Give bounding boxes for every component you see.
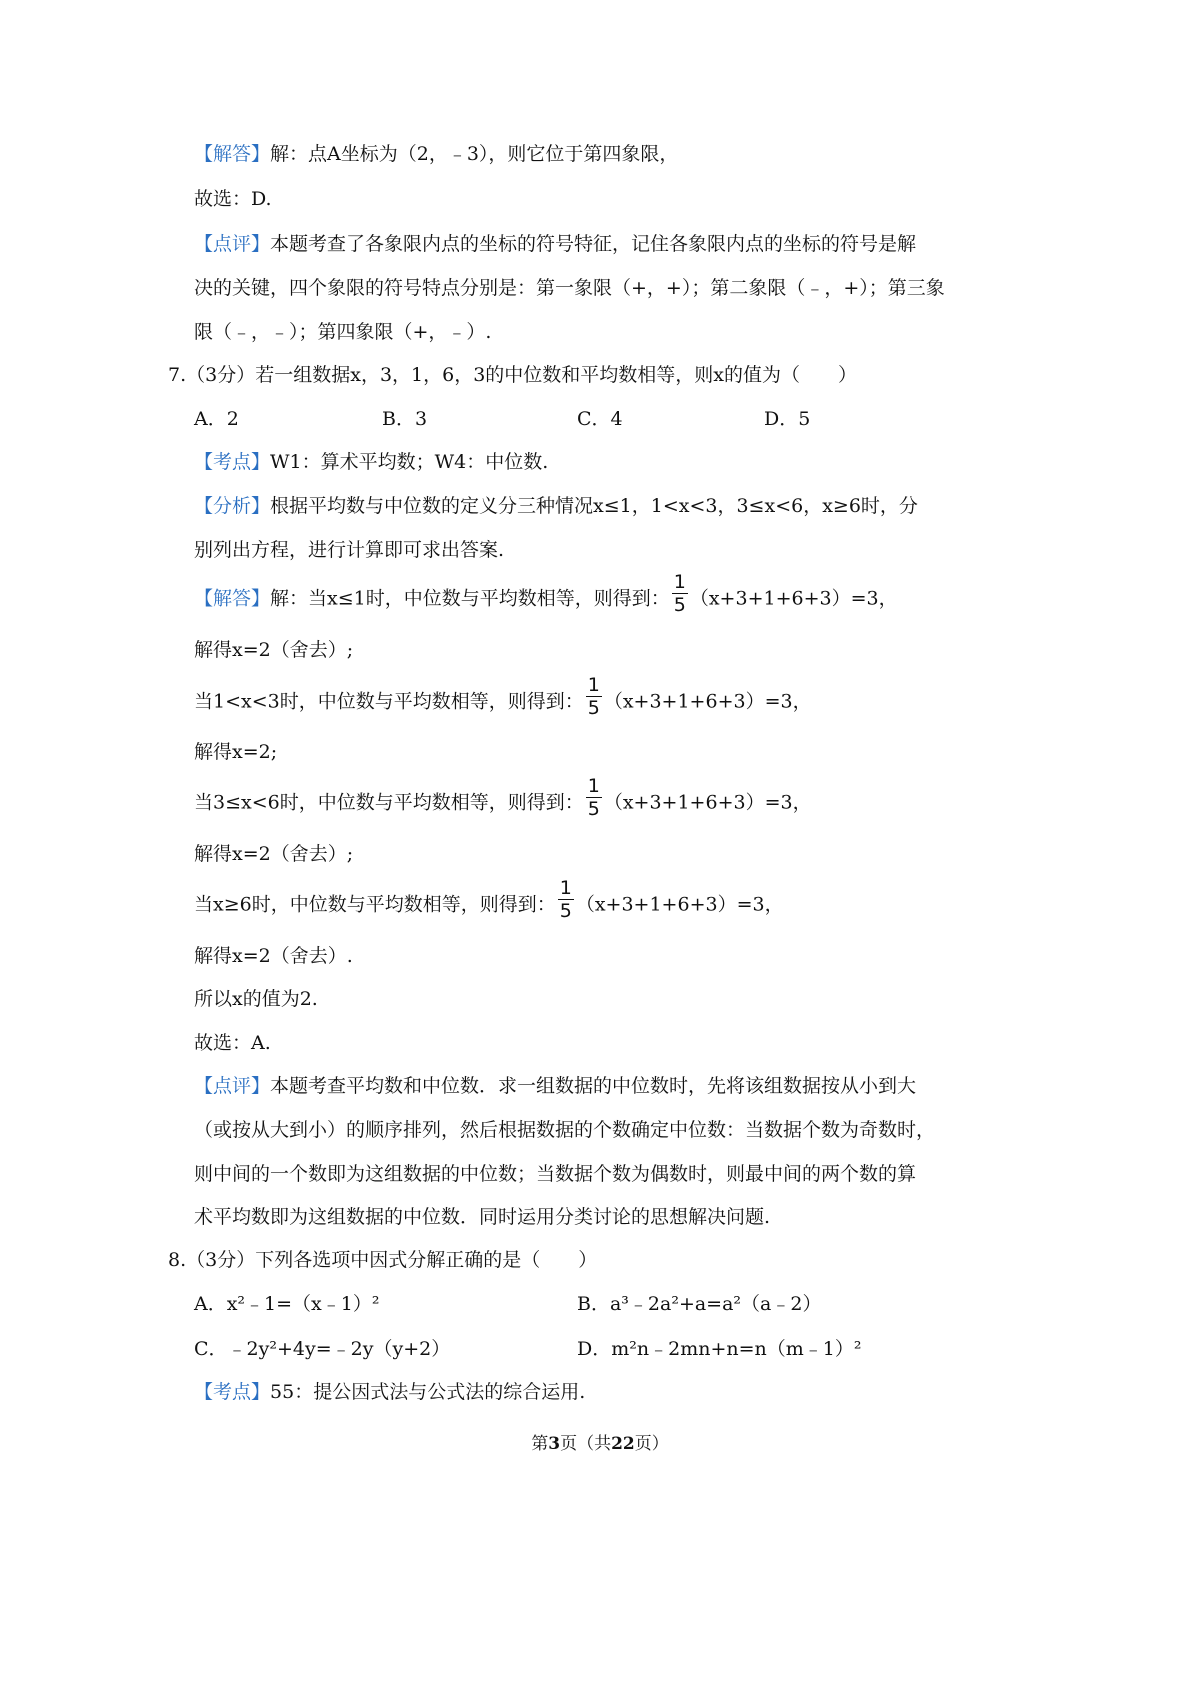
q7-comment-text-1: 本题考查平均数和中位数．求一组数据的中位数时，先将该组数据按从小到大 [270,1075,917,1097]
q7-case-4-post: （x+3+1+6+3）=3， [575,893,784,916]
q6-answer-text: 解：点A坐标为（2，﹣3），则它位于第四象限， [270,143,679,165]
q6-comment-line-2: 决的关键，四个象限的符号特点分别是：第一象限（+，+）；第二象限（﹣，+）；第三象 [194,277,945,299]
point-tag: 【考点】 [194,451,271,473]
q8-stem: （3分）下列各选项中因式分解正确的是（ ） [186,1249,598,1271]
q8-option-a: A．x²﹣1=（x﹣1）² [194,1293,380,1315]
fraction-one-fifth [558,877,574,922]
q7-case-3-result: 解得x=2（舍去）; [194,843,354,865]
q7-comment-line-4: 术平均数即为这组数据的中位数．同时运用分类讨论的思想解决问题. [194,1206,771,1228]
q6-answer-line [194,141,678,167]
footer-middle: 页（共 [560,1434,612,1454]
q7-solution-case-3 [194,775,812,820]
q8-point-text: 55：提公因式法与公式法的综合运用. [270,1381,586,1403]
q8-stem-line [168,1247,597,1273]
q7-option-d: D．5 [764,408,811,430]
q6-comment-text-1: 本题考查了各象限内点的坐标的符号特征，记住各象限内点的坐标的符号是解 [270,233,917,255]
q7-option-b: B．3 [382,408,428,430]
q7-comment-line-2: （或按从大到小）的顺序排列，然后根据数据的个数确定中位数：当数据个数为奇数时， [194,1119,936,1141]
q7-case-2-pre: 当1<x<3时，中位数与平均数相等，则得到： [194,690,584,713]
analysis-tag: 【分析】 [194,495,271,517]
q8-option-d: D．m²n﹣2mn+n=n（m﹣1）² [577,1338,862,1360]
footer-prefix: 第 [531,1434,549,1454]
page-footer [0,1432,1200,1456]
q7-comment-line-3: 则中间的一个数即为这组数据的中位数；当数据个数为偶数时，则最中间的两个数的算 [194,1163,917,1185]
q7-case-3-post: （x+3+1+6+3）=3， [603,791,812,814]
comment-tag-q7: 【点评】 [194,1075,271,1097]
fraction-denominator: 5 [587,697,600,719]
q7-analysis-line-2: 别列出方程，进行计算即可求出答案. [194,539,505,561]
q6-choose: 故选：D. [194,188,272,210]
answer-tag-q7: 【解答】 [194,587,271,610]
fraction-one-fifth [586,775,602,820]
point-tag-q8: 【考点】 [194,1381,271,1403]
q8-point-line [194,1379,585,1405]
q7-solution-case-2 [194,674,812,719]
footer-suffix: 页） [634,1434,669,1454]
q7-number: 7. [168,364,187,386]
q7-case-2-post: （x+3+1+6+3）=3， [603,690,812,713]
fraction-denominator: 5 [673,594,686,616]
q7-case-1-pre: 解：当x≤1时，中位数与平均数相等，则得到： [270,587,670,610]
q7-stem: （3分）若一组数据x，3，1，6，3的中位数和平均数相等，则x的值为（ ） [186,364,858,386]
q7-solution-case-4 [194,877,784,922]
q7-case-1-result: 解得x=2（舍去）; [194,639,354,661]
total-page-count: 22 [611,1434,635,1454]
q7-case-4-pre: 当x≥6时，中位数与平均数相等，则得到： [194,893,556,916]
q7-case-1-post: （x+3+1+6+3）=3， [689,587,898,610]
q7-point-line [194,449,548,475]
fraction-one-fifth [586,674,602,719]
fraction-numerator: 1 [587,775,600,797]
q7-analysis-line-1 [194,493,918,519]
q7-analysis-text-1: 根据平均数与中位数的定义分三种情况x≤1，1<x<3，3≤x<6，x≥6时，分 [270,495,918,517]
q7-solution-case-1 [194,571,898,616]
q8-option-b: B．a³﹣2a²+a=a²（a﹣2） [577,1293,822,1315]
q6-comment-line-3: 限（﹣，﹣）；第四象限（+，﹣）. [194,321,492,343]
fraction-denominator: 5 [559,900,572,922]
q8-option-c: C．﹣2y²+4y=﹣2y（y+2） [194,1338,451,1360]
fraction-denominator: 5 [587,798,600,820]
q8-number: 8. [168,1249,187,1271]
fraction-numerator: 1 [673,571,686,593]
fraction-numerator: 1 [559,877,572,899]
fraction-numerator: 1 [587,674,600,696]
q7-option-c: C．4 [577,408,623,430]
q7-conclusion: 所以x的值为2. [194,988,318,1010]
fraction-one-fifth [672,571,688,616]
q6-comment-line-1 [194,231,916,257]
comment-tag: 【点评】 [194,233,271,255]
q7-comment-line-1 [194,1073,916,1099]
answer-tag: 【解答】 [194,143,271,165]
q7-option-a: A．2 [194,408,239,430]
q7-choose: 故选：A. [194,1032,271,1054]
q7-case-2-result: 解得x=2; [194,741,278,763]
q7-point-text: W1：算术平均数；W4：中位数. [270,451,549,473]
q7-stem-line [168,362,857,388]
q7-case-4-result: 解得x=2（舍去）. [194,945,353,967]
q7-case-3-pre: 当3≤x<6时，中位数与平均数相等，则得到： [194,791,584,814]
current-page-number: 3 [548,1434,561,1454]
